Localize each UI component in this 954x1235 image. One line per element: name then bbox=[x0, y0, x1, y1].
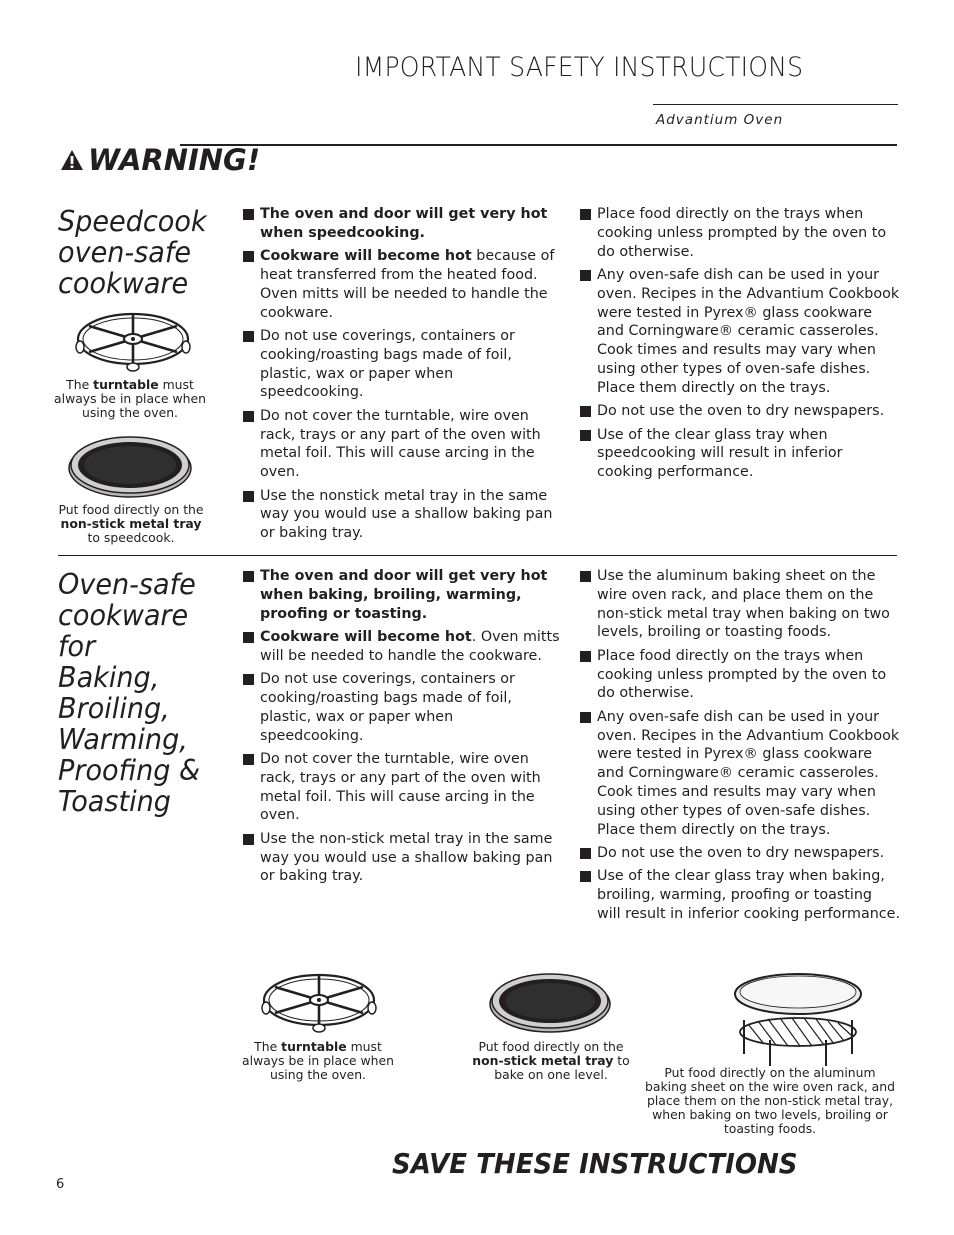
list-item: The oven and door will get very hot when speedcooking. bbox=[243, 205, 561, 243]
nonstick-tray-image bbox=[488, 970, 612, 1034]
nonstick-tray-image bbox=[67, 433, 193, 499]
list-item: Use the aluminum baking sheet on the wire oven rack, and place them on the non-stick metal tray when baking on two levels, broiling or toasting foods. bbox=[580, 567, 900, 642]
section1-heading bbox=[58, 206, 207, 299]
product-subtitle: Advantium Oven bbox=[656, 112, 784, 128]
list-item: Cookware will become hot. Oven mitts will be needed to handle the cookware. bbox=[243, 628, 561, 666]
header-rule bbox=[180, 144, 897, 146]
list-item: Do not cover the turntable, wire oven rack, trays or any part of the oven with metal foil. This will cause arcing in the oven. bbox=[243, 750, 561, 825]
turntable-caption: The turntable must always be in place when using the oven. bbox=[54, 377, 206, 420]
rack-caption: Put food directly on the aluminum baking sheet on the wire oven rack, and place them on the non-stick metal tray, when baking on two levels, broiling or toasting foods. bbox=[645, 1065, 895, 1136]
list-item: Use of the clear glass tray when speedcooking will result in inferior cooking performance. bbox=[580, 426, 900, 482]
warning-heading bbox=[60, 143, 260, 177]
list-item: Use of the clear glass tray when baking, broiling, warming, proofing or toasting will result in inferior cooking performance. bbox=[580, 867, 900, 923]
section-divider bbox=[58, 555, 897, 556]
turntable-caption: The turntable must always be in place when using the oven. bbox=[242, 1039, 394, 1082]
heading-line: cookware bbox=[58, 267, 189, 300]
baking-sheet-on-rack-image bbox=[730, 970, 866, 1070]
section1-right-column bbox=[580, 205, 900, 487]
list-item: Any oven-safe dish can be used in your oven. Recipes in the Advantium Cookbook were tested in Pyrex® glass cookware and Corningware® ceramic casseroles. Cook times and results may vary when using other types of oven-safe dishes. Place them directly on the trays. bbox=[580, 708, 900, 840]
list-item: Do not use the oven to dry newspapers. bbox=[580, 844, 900, 863]
heading-line: Oven-safe bbox=[58, 568, 196, 601]
heading-line: for bbox=[58, 630, 96, 663]
heading-line: Proofing & bbox=[58, 754, 201, 787]
heading-line: Warming, bbox=[58, 723, 188, 756]
page-title: IMPORTANT SAFETY INSTRUCTIONS bbox=[355, 52, 804, 83]
list-item: Do not use coverings, containers or cooking/roasting bags made of foil, plastic, wax or paper when speedcooking. bbox=[243, 327, 561, 402]
section1-left-column bbox=[243, 205, 561, 548]
list-item: Use the non-stick metal tray in the same way you would use a shallow baking pan or baking tray. bbox=[243, 830, 561, 886]
list-item: Any oven-safe dish can be used in your oven. Recipes in the Advantium Cookbook were tested in Pyrex® glass cookware and Corningware® ceramic casseroles. Cook times and results may vary when using other types of oven-safe dishes. Place them directly on the trays. bbox=[580, 266, 900, 398]
warning-label: WARNING! bbox=[88, 143, 261, 177]
section2-right-column bbox=[580, 567, 900, 928]
list-item: Do not use coverings, containers or cooking/roasting bags made of foil, plastic, wax or paper when speedcooking. bbox=[243, 670, 561, 745]
heading-line: cookware bbox=[58, 599, 189, 632]
heading-line: Toasting bbox=[58, 785, 171, 818]
list-item: Do not use the oven to dry newspapers. bbox=[580, 402, 900, 421]
turntable-image bbox=[72, 309, 194, 373]
tray-caption: Put food directly on the non-stick metal tray to speedcook. bbox=[58, 502, 204, 545]
save-instructions-heading: SAVE THESE INSTRUCTIONS bbox=[392, 1147, 798, 1180]
heading-line: oven-safe bbox=[58, 236, 192, 269]
subtitle-rule bbox=[653, 104, 898, 105]
list-item: Place food directly on the trays when cooking unless prompted by the oven to do otherwise. bbox=[580, 647, 900, 703]
heading-line: Broiling, bbox=[58, 692, 170, 725]
section2-heading bbox=[58, 569, 200, 817]
section2-left-column bbox=[243, 567, 561, 891]
page-number: 6 bbox=[56, 1177, 65, 1192]
list-item: Do not cover the turntable, wire oven rack, trays or any part of the oven with metal foil. This will cause arcing in the oven. bbox=[243, 407, 561, 482]
warning-triangle-icon bbox=[60, 149, 84, 171]
list-item: The oven and door will get very hot when baking, broiling, warming, proofing or toasting. bbox=[243, 567, 561, 623]
heading-line: Baking, bbox=[58, 661, 160, 694]
tray-caption: Put food directly on the non-stick metal tray to bake on one level. bbox=[472, 1039, 630, 1082]
heading-line: Speedcook bbox=[58, 205, 207, 238]
turntable-image bbox=[258, 970, 380, 1034]
list-item: Cookware will become hot because of heat transferred from the heated food. Oven mitts will be needed to handle the cookware. bbox=[243, 247, 561, 322]
list-item: Place food directly on the trays when cooking unless prompted by the oven to do otherwise. bbox=[580, 205, 900, 261]
list-item: Use the nonstick metal tray in the same way you would use a shallow baking pan or baking tray. bbox=[243, 487, 561, 543]
